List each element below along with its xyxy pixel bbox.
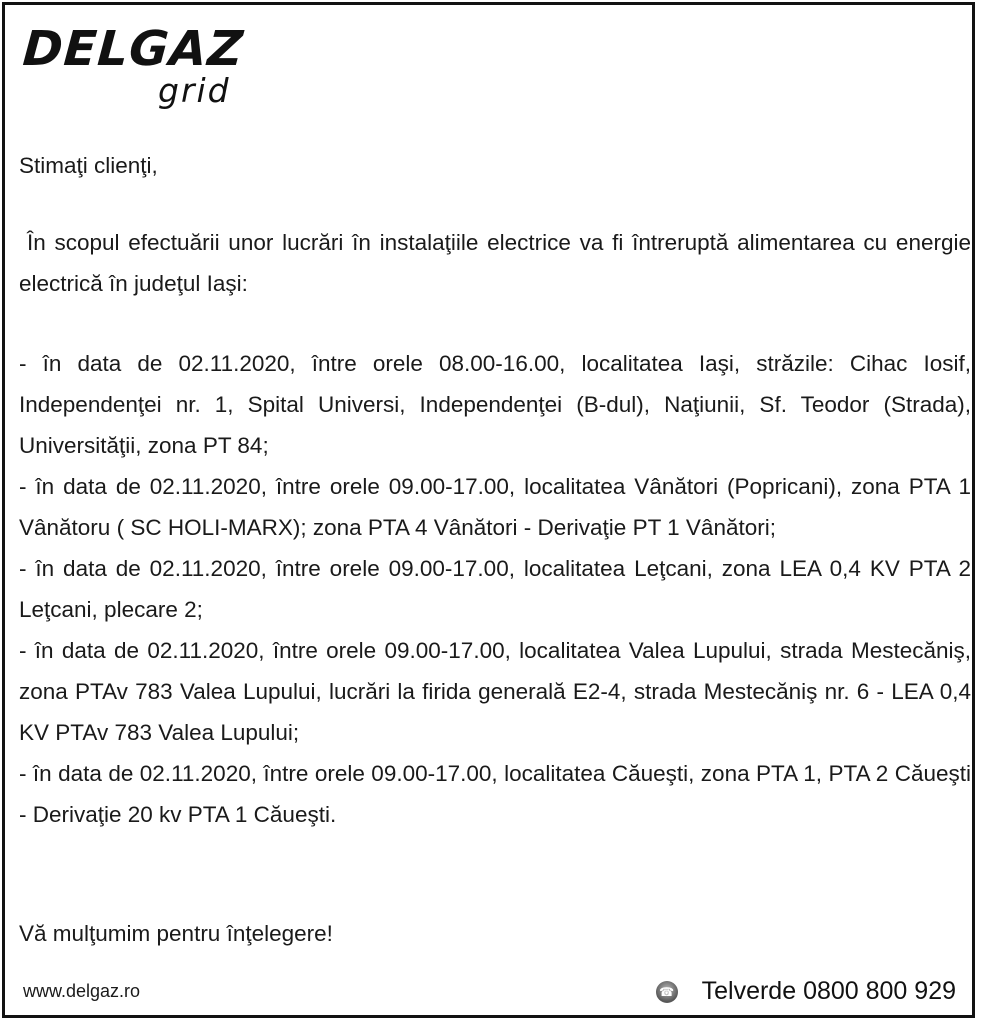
phone-icon: ☎	[656, 981, 678, 1003]
logo-sub: grid	[158, 71, 231, 110]
notice-frame	[2, 2, 975, 1018]
intro-text: În scopul efectuării unor lucrări în instalaţiile electrice va fi întreruptă alimentarea cu energie electrică în judeţul Iaşi:	[19, 230, 971, 296]
intro-paragraph	[19, 222, 971, 304]
hotline-text: Telverde 0800 800 929	[701, 977, 956, 1005]
hotline	[656, 977, 956, 1006]
logo-brand: DELGAZ	[21, 21, 246, 77]
outage-item: - în data de 02.11.2020, între orele 08.00-16.00, localitatea Iaşi, străzile: Cihac Iosif, Independenţei nr. 1, Spital Universi, Independenţei (B-dul), Naţiunii, Sf. Teodor (Strada), Universităţii, zona PT 84;	[19, 351, 971, 458]
thanks-message: Vă mulţumim pentru înţelegere!	[19, 921, 333, 946]
outage-item: - în data de 02.11.2020, între orele 09.00-17.00, localitatea Valea Lupului, strada Mestecăniş, zona PTAv 783 Valea Lupului, lucrări la firida generală E2-4, strada Mestecăniş nr. 6 - LEA 0,4 KV PTAv 783 Valea Lupului;	[19, 638, 971, 745]
outage-list	[19, 343, 971, 835]
greeting: Stimaţi clienţi,	[19, 153, 158, 178]
delgaz-grid-logo	[23, 23, 253, 113]
outage-item: - în data de 02.11.2020, între orele 09.00-17.00, localitatea Leţcani, zona LEA 0,4 KV PTA 2 Leţcani, plecare 2;	[19, 556, 971, 622]
outage-item: - în data de 02.11.2020, între orele 09.00-17.00, localitatea Căueşti, zona PTA 1, PTA 2 Căueşti - Derivaţie 20 kv PTA 1 Căueşti.	[19, 761, 971, 827]
outage-item: - în data de 02.11.2020, între orele 09.00-17.00, localitatea Vânători (Popricani), zona PTA 1 Vânătoru ( SC HOLI-MARX); zona PTA 4 Vânători - Derivaţie PT 1 Vânători;	[19, 474, 971, 540]
website-link[interactable]: www.delgaz.ro	[23, 981, 141, 1001]
